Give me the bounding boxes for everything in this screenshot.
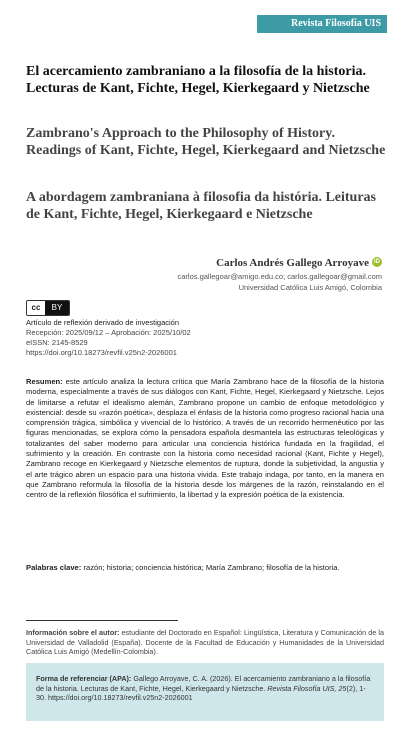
author-name: Carlos Andrés Gallego Arroyave (216, 257, 369, 269)
author-block (42, 253, 382, 293)
keywords-text: razón; historia; conciencia histórica; María Zambrano; filosofía de la historia. (83, 563, 340, 572)
abstract-label: Resumen: (26, 377, 63, 386)
keywords-label: Palabras clave: (26, 563, 82, 572)
abstract-text: este artículo analiza la lectura crítica que María Zambrano hace de la filosofía de la historia moderna, especialmente a través de sus diálogos con Kant, Fichte, Hegel, Kierkegaard y Nietzsche. Lejos de limitarse a refutar el idealismo alemán, Zambrano propone un cambio de enfoque metodológico y existencial: desde su «razón poética», desplaza el énfasis de la historia como progreso racional hacia una comprensión trágica, simbólica y vivencial de lo histórico. A través de un recorrido hermenéutico por las figuras mencionadas, se explora cómo la pensadora española desmantela las estructuras teleológicas y totalizantes del saber moderno para articular una conciencia histórica fundada en la fragilidad, el sufrimiento y la creación. En contraste con la historia como necesidad racional (Kant, Fichte y Hegel), Zambrano recoge en Kierkegaard y Nietzsche elementos de ruptura, donde la subjetividad, la angustia y el arte trágico abren un espacio para una historia vivida. Este trabajo indaga, por tanto, en la manera en que Zambrano reformula la filosofía de la historia desde los márgenes de la razón, reinstalando en el centro de la reflexión filosófica el sufrimiento, la libertad y la expresión poética de la existencia. (26, 377, 384, 500)
author-info (26, 628, 384, 657)
keywords (26, 563, 384, 573)
author-info-label: Información sobre el autor: (26, 628, 120, 637)
title-portuguese: A abordagem zambraniana à filosofia da história. Leituras de Kant, Fichte, Hegel, Kierkegaard e Nietzsche (26, 190, 377, 222)
citation-text-1: Gallego Arroyave, C. A. (2026). El acercamiento zambraniano a la filosofía de la historia. Lecturas de Kant, Fichte, Hegel, Kierkegaard y Nietzsche. (36, 674, 371, 693)
footnote-divider (26, 620, 178, 621)
cc-icon: cc (27, 301, 45, 315)
citation-label: Forma de referenciar (APA): (36, 674, 132, 683)
journal-name-banner: Revista Filosofía UIS (257, 15, 387, 33)
title-english: Zambrano's Approach to the Philosophy of History. Readings of Kant, Fichte, Hegel, Kierkegaard and Nietzsche (26, 126, 386, 158)
cc-by-license-icon[interactable] (26, 300, 70, 316)
author-emails[interactable]: carlos.gallegoar@amigo.edu.co; carlos.gallegoar@gmail.com (177, 272, 382, 281)
abstract (26, 377, 384, 501)
title-spanish: El acercamiento zambraniano a la filosofía de la historia. Lecturas de Kant, Fichte, Hegel, Kierkegaard y Nietzsche (26, 64, 370, 96)
article-type: Artículo de reflexión derivado de investigación (26, 318, 180, 327)
author-affiliation: Universidad Católica Luis Amigó, Colombia (238, 283, 382, 292)
orcid-icon[interactable]: iD (374, 258, 380, 265)
citation-text-2[interactable]: (2), 1-30. https://doi.org/10.18273/revfil.v25n2-2026001 (36, 683, 366, 703)
author-info-text: estudiante del Doctorado en Español: Lingüística, Literatura y Comunicación de la Universidad de Valladolid (España). Docente de la Facultad de Educación y Humanidades de la Universidad Católica Luis Amigó (Medellín-Colombia). (26, 628, 384, 657)
eissn: eISSN: 2145-8529 (26, 338, 88, 347)
citation-journal: Revista Filosofía UIS, 25 (267, 683, 347, 693)
citation-box (26, 663, 384, 721)
article-metadata (26, 318, 386, 358)
article-dates: Recepción: 2025/09/12 – Aprobación: 2025/10/02 (26, 328, 191, 337)
doi-link[interactable]: https://doi.org/10.18273/revfil.v25n2-2026001 (26, 348, 177, 357)
by-icon: BY (45, 301, 69, 315)
